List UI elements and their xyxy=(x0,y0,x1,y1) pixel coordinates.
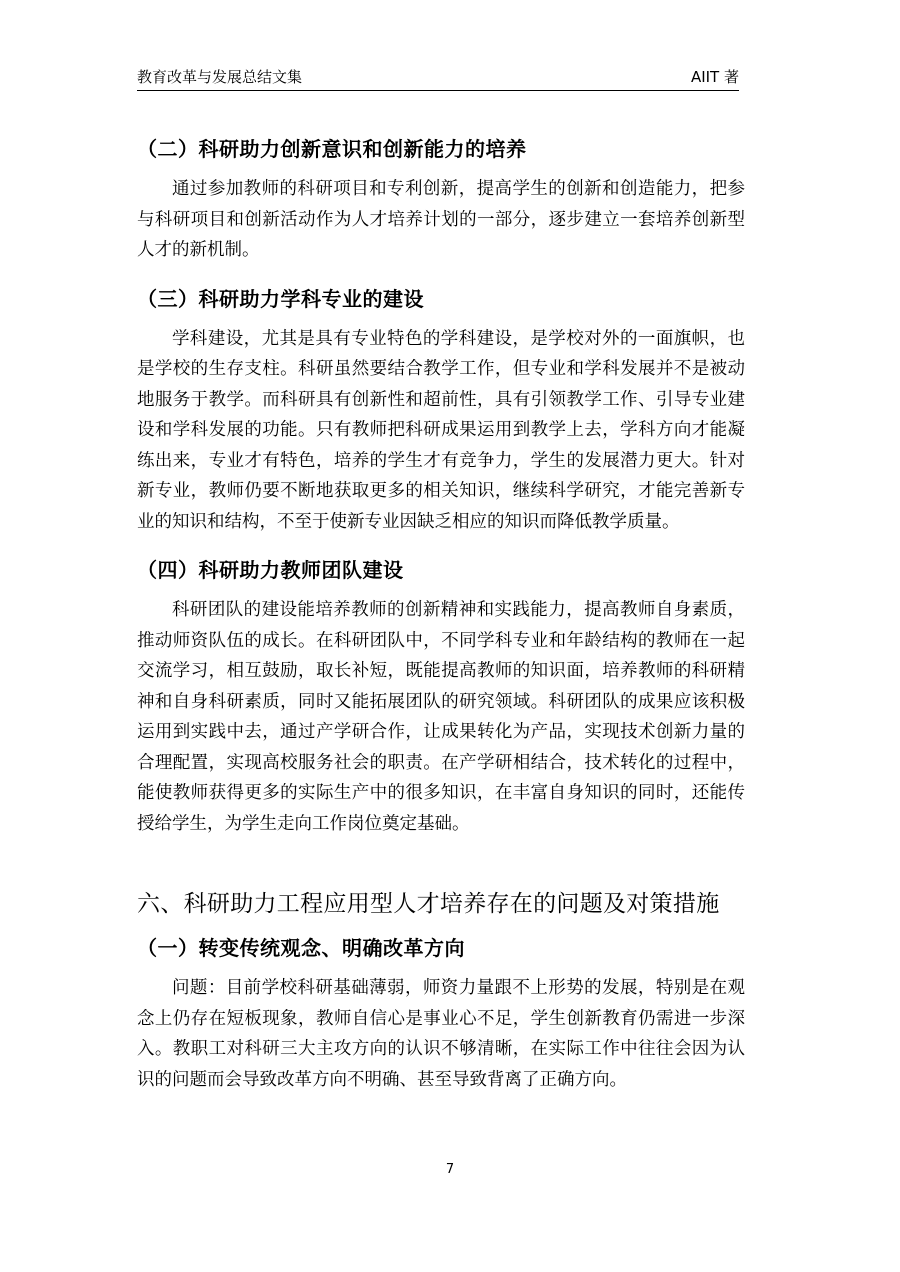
section-heading-4: （四）科研助力教师团队建设 xyxy=(137,558,404,582)
page-number: 7 xyxy=(445,1162,455,1177)
chapter-6-subheading-1: （一）转变传统观念、明确改革方向 xyxy=(137,936,465,960)
header-author: AIIT 著 xyxy=(690,68,739,86)
section-heading-2: （二）科研助力创新意识和创新能力的培养 xyxy=(137,137,527,161)
section-2-paragraph: 通过参加教师的科研项目和专利创新，提高学生的创新和创造能力，把参与科研项目和创新活动作为人才培养计划的一部分，逐步建立一套培养创新型人才的新机制。 xyxy=(137,179,745,260)
section-4-paragraph: 科研团队的建设能培养教师的创新精神和实践能力，提高教师自身素质，推动师资队伍的成长。在科研团队中，不同学科专业和年龄结构的教师在一起交流学习，相互鼓励，取长补短，既能提高教师的知识面，培养教师的科研精神和自身科研素质，同时又能拓展团队的研究领域。科研团队的成果应该积极运用到实践中去，通过产学研合作，让成果转化为产品，实现技术创新力量的合理配置，实现高校服务社会的职责。在产学研相结合，技术转化的过程中，能使教师获得更多的实际生产中的很多知识，在丰富自身知识的同时，还能传授给学生，为学生走向工作岗位奠定基础。 xyxy=(137,600,745,834)
header-title: 教育改革与发展总结文集 xyxy=(137,68,303,86)
section-3-paragraph: 学科建设，尤其是具有专业特色的学科建设，是学校对外的一面旗帜，也是学校的生存支柱。科研虽然要结合教学工作，但专业和学科发展并不是被动地服务于教学。而科研具有创新性和超前性，具有引领教学工作、引导专业建设和学科发展的功能。只有教师把科研成果运用到教学上去，学科方向才能凝练出来，专业才有特色，培养的学生才有竞争力，学生的发展潜力更大。针对新专业，教师仍要不断地获取更多的相关知识，继续科学研究，才能完善新专业的知识和结构，不至于使新专业因缺乏相应的知识而降低教学质量。 xyxy=(137,328,745,532)
page-header xyxy=(137,64,739,91)
page-content xyxy=(137,132,745,1095)
section-heading-3: （三）科研助力学科专业的建设 xyxy=(137,286,424,311)
chapter-6-heading: 六、科研助力工程应用型人才培养存在的问题及对策措施 xyxy=(137,891,720,917)
chapter-6-paragraph-1: 问题：目前学校科研基础薄弱，师资力量跟不上形势的发展，特别是在观念上仍存在短板现象，教师自信心是事业心不足，学生创新教育仍需进一步深入。教职工对科研三大主攻方向的认识不够清晰，在实际工作中往往会因为认识的问题而会导致改革方向不明确、甚至导致背离了正确方向。 xyxy=(137,978,745,1090)
